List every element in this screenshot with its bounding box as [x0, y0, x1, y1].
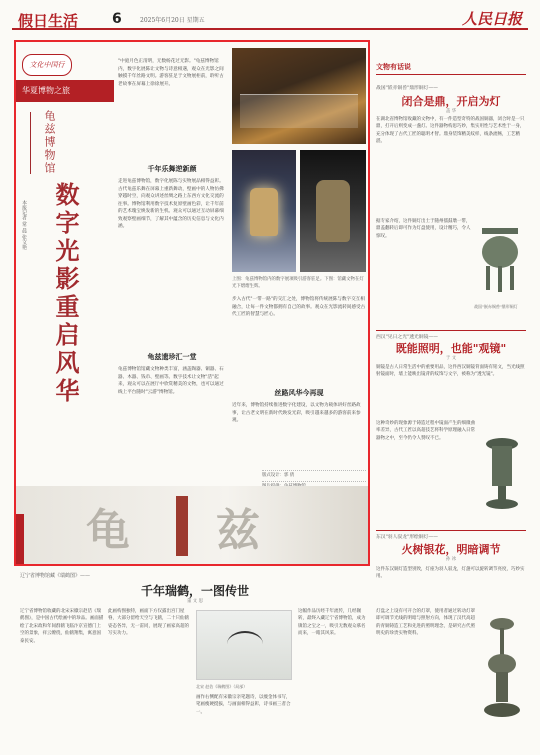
body-text: 这种奇妙的现象源于铸造过程中镜面产生的细微曲率差异，古代工匠以高超技艺将科学原理融入日常器物之中，至今仍令人赞叹不已。 [376, 421, 475, 441]
image-caption: 北宋 赵佶《瑞鹤图》（局部） [196, 684, 248, 689]
kicker: 东汉"羽人驭龙"形绘铜灯—— [376, 530, 526, 540]
highlight-box [14, 40, 370, 566]
page-number: 6 [112, 11, 122, 27]
author: 董 文 思 [187, 599, 203, 604]
body-text: 这件东汉铜灯造型别致，灯座为羽人驭龙，灯盏可以旋转调节亮度，巧妙实用。 [376, 567, 525, 580]
info-line: 版式设计：郭 倩 [262, 470, 366, 481]
body-text: 据专家介绍，这件铜灯出土于随州擂鼓墩一带，鼎盖翻转后即可作为灯盘使用，设计精巧，令人惊叹。 [376, 219, 471, 239]
bronze-lamp-image [474, 218, 526, 302]
author: 孙 冰 [445, 557, 457, 562]
article-byline: 本报记者 常 晨 张文艳 [21, 200, 27, 250]
right-column-header: 文物有话说 [376, 62, 526, 75]
article-text-a: 走进龟兹博物馆，数字化展陈与实物展品相得益彰。古代龟兹乐舞在屏幕上重新舞动，壁画中的人物仿佛穿越时空，向观众讲述丝绸之路上东西方文化交流的往事。博物馆利用数字技术复原壁画色彩，让千年前的艺术瑰宝焕发新的生机。观众可以通过互动屏幕细致观察壁画细节，了解其中蕴含的历史信息与文化内涵。 [118, 179, 224, 229]
banner-glyph: 龟 [86, 505, 130, 556]
headline: 既能照明，也能"观镜" [395, 342, 507, 355]
bronze-vessel-image [478, 430, 526, 514]
kicker: 西汉"见日之光"透光铜镜—— [376, 330, 526, 340]
photo-caption: 上图：龟兹博物馆内的数字展项吸引游客驻足。下图：馆藏文物在灯光下熠熠生辉。 [232, 277, 364, 289]
headline: 闭合是鼎，开启为灯 [401, 95, 501, 108]
article-subtitle: 龟兹博物馆 [43, 110, 56, 175]
masthead [12, 8, 528, 30]
body-text: 铜镜是古人日常生活中的重要用品，这件西汉铜镜背面铸有铭文，当光线照射镜面时，墙上能映出镜背的纹饰与文字，被称为"透光镜"。 [376, 365, 525, 378]
image-caption: 战国"嵌赤铜兽"鼎形铜灯 [474, 304, 518, 309]
bronze-figure-lamp-image [478, 612, 526, 722]
column-logo: 文化中国行 [22, 54, 72, 76]
painting-image [196, 610, 292, 680]
headline: 火树银花，明暗调节 [401, 543, 501, 556]
kicker: 战国"嵌赤铜兽"鼎形铜灯—— [376, 86, 438, 91]
article-title: 数字光影重启风华 [51, 182, 80, 406]
section-heading-2: 龟兹遗珍汇一堂 [147, 353, 197, 361]
body-text: 这幅作品历经千年流传，几经辗转，最终入藏辽宁省博物馆，成为镇馆之宝之一，吸引无数观众慕名而来，一睹其风采。 [298, 609, 366, 637]
body-text: 此画构图独特，画面下方仅露出宫门屋脊，大部分留给天空与飞鹤，二十只仙鹤姿态各异，无一雷同，展现了画家高超的写实功力。 [108, 609, 189, 637]
body-text: 画作右侧配有宋徽宗亲笔题诗，以瘦金体书写，笔画瘦硬挺拔，与画面相得益彰，诗书画三者合一。 [196, 695, 291, 715]
body-text: 在湖北省博物馆收藏的文物中，有一件造型奇特的战国铜器，闭合时是一只鼎，打开后则变成一盏灯。这件器物构思巧妙，集实用性与艺术性于一身，充分体现了古代工匠的聪明才智。鼎身装饰精美纹样，线条流畅，工艺精湛。 [376, 117, 525, 145]
article-text-d: 近年来，博物馆持续推进数字化建设，以文物为载体讲好丝路故事，让古老文明在新时代焕发光彩，吸引越来越多的游客前来参观。 [232, 403, 361, 423]
column-label: 华夏博物之旅 [16, 80, 114, 102]
article-lead: "中庭月色正清明，无数杨花过无影。"龟兹博物馆内，数字化展陈让文物与诗意相遇，观众在光影之间触摸千年丝路文明。游客驻足于文物展柜前，聆听古老故事在屏幕上徐徐展开。 [118, 59, 224, 87]
section-name: 假日生活 [18, 12, 79, 30]
banner-glyph: 兹 [216, 505, 260, 556]
kicker: 辽宁省博物馆藏《瑞鹤图》—— [20, 573, 91, 579]
dateline: 2025年6月20日 星期五 [140, 17, 205, 24]
body-text: 灯盘之上设有可开合的灯罩，使用者通过转动灯罩即可调节光线的明暗与照射方向，体现了汉代高超的青铜铸造工艺和先进的照明理念，是研究古代照明史的珍贵实物资料。 [376, 609, 475, 637]
section-heading-1: 千年乐舞逆新颜 [147, 165, 197, 173]
newspaper-logo: 人民日报 [461, 10, 522, 28]
section-heading-3: 丝路风华今再现 [274, 389, 324, 397]
article-text-c: 步入古代"一带一路"的交汇之处，博物馆将传统展陈与数字交互相融合，让每一件文物都拥有自己的故事。观众在光影流转间感受古代工匠的智慧与匠心。 [232, 297, 366, 317]
article-text-b: 龟兹博物馆馆藏文物种类丰富，涵盖陶器、铜器、石器、木器、钱币、壁画等。数字技术让文物"活"起来，观众可以在展厅中欣赏精美的文物，也可以通过线上平台随时"云游"博物馆。 [118, 367, 224, 395]
headline: 千年瑞鹤，一图传世 [140, 584, 249, 598]
author: 于 文 [445, 356, 457, 361]
body-text: 辽宁省博物馆收藏的北宋宋徽宗赵佶《瑞鹤图》，是中国古代绘画中的珍品。画面描绘了北宋政和年间群鹤飞临汴京宣德门上空的景象，祥云缭绕，仙鹤翔集，寓意国泰民安。 [20, 609, 104, 644]
crane-icon [227, 631, 263, 657]
author: 盖 华 [445, 109, 457, 114]
